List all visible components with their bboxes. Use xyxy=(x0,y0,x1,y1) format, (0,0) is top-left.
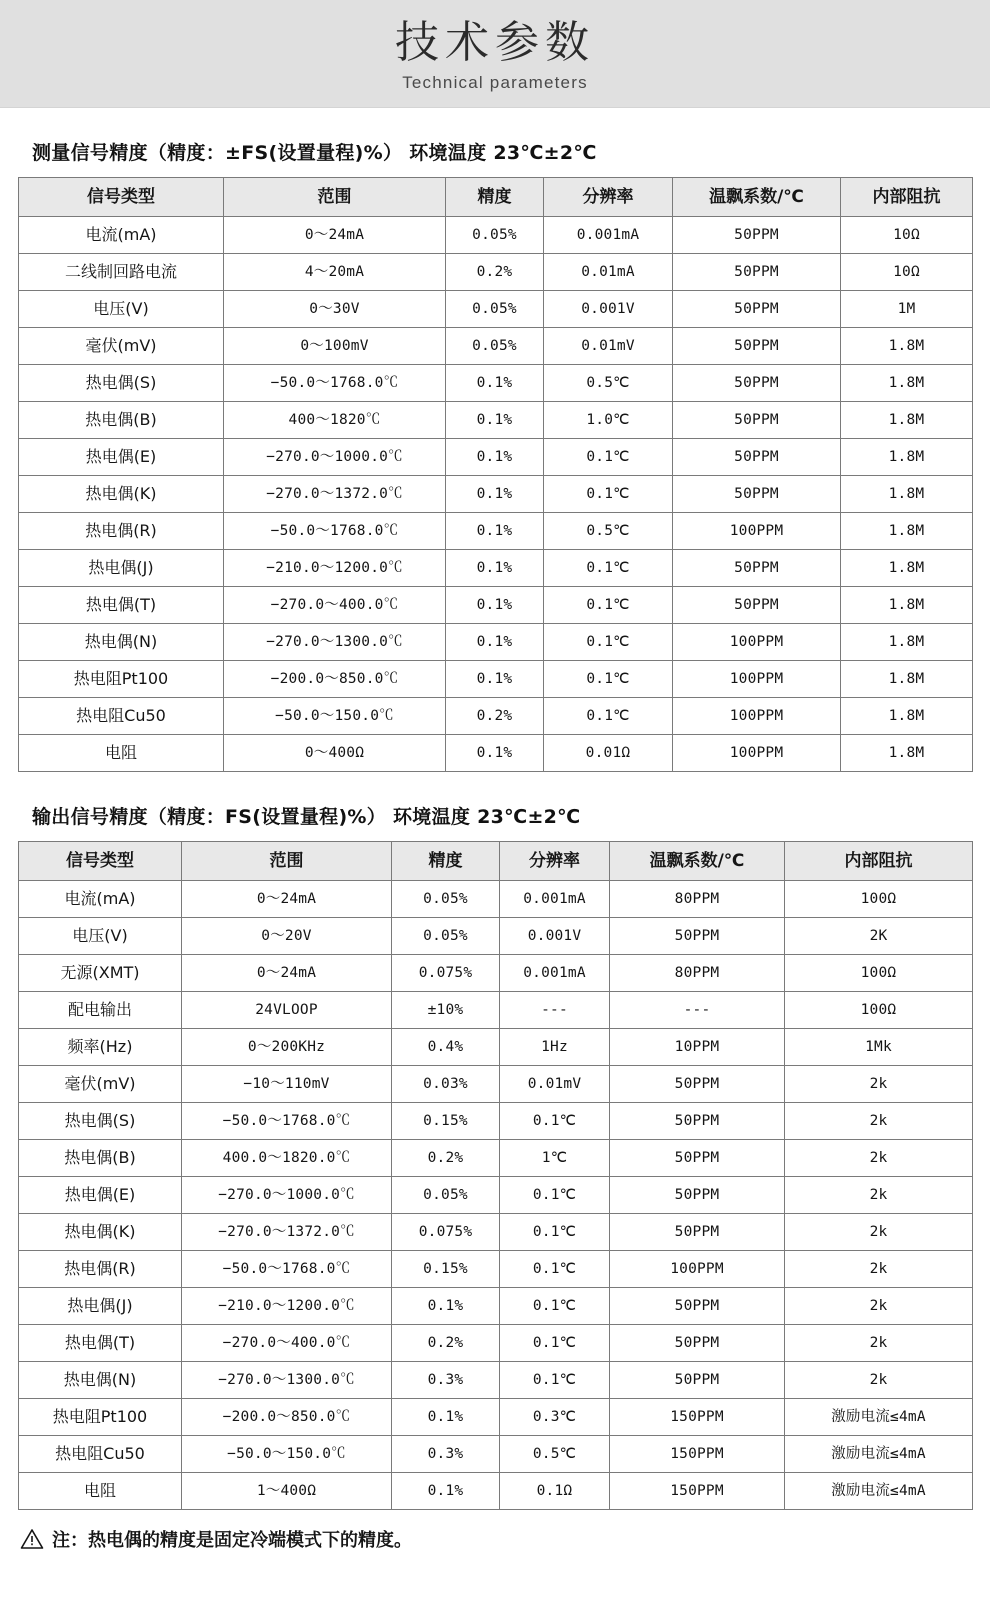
cell-value: 24VLOOP xyxy=(182,991,392,1028)
cell-value: 1.8M xyxy=(841,327,973,364)
column-header-resolution: 分辨率 xyxy=(544,177,673,216)
cell-value: −50.0～1768.0℃ xyxy=(182,1250,392,1287)
cell-signal-type: 热电阻Pt100 xyxy=(19,660,224,697)
cell-value: 50PPM xyxy=(610,1176,785,1213)
cell-value: 0.01mV xyxy=(500,1065,610,1102)
output-accuracy-table xyxy=(18,841,973,1510)
cell-value: 1.8M xyxy=(841,623,973,660)
cell-signal-type: 电流(mA) xyxy=(19,216,224,253)
cell-value: 0.1℃ xyxy=(500,1361,610,1398)
cell-value: 50PPM xyxy=(673,438,841,475)
cell-value: −10～110mV xyxy=(182,1065,392,1102)
cell-value: 80PPM xyxy=(610,954,785,991)
cell-value: 10PPM xyxy=(610,1028,785,1065)
table-row xyxy=(19,1472,973,1509)
cell-value: 2K xyxy=(785,917,973,954)
cell-value: 0.3℃ xyxy=(500,1398,610,1435)
cell-value: 0.2% xyxy=(446,253,544,290)
table-header-row xyxy=(19,177,973,216)
cell-value: 0.05% xyxy=(446,327,544,364)
cell-value: 100Ω xyxy=(785,991,973,1028)
cell-value: 0～400Ω xyxy=(224,734,446,771)
cell-signal-type: 热电偶(J) xyxy=(19,549,224,586)
cell-value: 4～20mA xyxy=(224,253,446,290)
cell-value: 10Ω xyxy=(841,253,973,290)
column-header-accuracy: 精度 xyxy=(392,841,500,880)
cell-value: 0～30V xyxy=(224,290,446,327)
cell-value: 2k xyxy=(785,1324,973,1361)
cell-value: −270.0～1300.0℃ xyxy=(224,623,446,660)
cell-value: --- xyxy=(610,991,785,1028)
cell-value: −270.0～1000.0℃ xyxy=(182,1176,392,1213)
cell-value: 2k xyxy=(785,1065,973,1102)
table-row xyxy=(19,954,973,991)
column-header-impedance: 内部阻抗 xyxy=(785,841,973,880)
footer-note xyxy=(20,1526,990,1552)
table-row xyxy=(19,290,973,327)
table-row xyxy=(19,697,973,734)
cell-value: 50PPM xyxy=(673,475,841,512)
cell-value: 0.03% xyxy=(392,1065,500,1102)
cell-value: 0.2% xyxy=(446,697,544,734)
cell-value: 1.8M xyxy=(841,475,973,512)
table-row xyxy=(19,401,973,438)
cell-signal-type: 电压(V) xyxy=(19,290,224,327)
cell-value: 1.8M xyxy=(841,401,973,438)
cell-value: 0.5℃ xyxy=(500,1435,610,1472)
cell-value: 50PPM xyxy=(673,290,841,327)
cell-value: 0.1℃ xyxy=(544,549,673,586)
cell-value: 0～24mA xyxy=(182,954,392,991)
cell-value: 100Ω xyxy=(785,880,973,917)
cell-value: 400～1820℃ xyxy=(224,401,446,438)
cell-value: 50PPM xyxy=(673,586,841,623)
cell-value: 1Hz xyxy=(500,1028,610,1065)
cell-value: 100PPM xyxy=(673,512,841,549)
cell-value: 0.1% xyxy=(446,401,544,438)
cell-signal-type: 二线制回路电流 xyxy=(19,253,224,290)
cell-value: 0.5℃ xyxy=(544,364,673,401)
cell-value: −50.0～150.0℃ xyxy=(224,697,446,734)
cell-signal-type: 配电输出 xyxy=(19,991,182,1028)
table-row xyxy=(19,1250,973,1287)
measurement-table-body xyxy=(19,216,973,771)
cell-value: 150PPM xyxy=(610,1435,785,1472)
table-row xyxy=(19,991,973,1028)
table-row xyxy=(19,512,973,549)
cell-value: 400.0～1820.0℃ xyxy=(182,1139,392,1176)
page-banner xyxy=(0,0,990,108)
cell-value: 1.8M xyxy=(841,549,973,586)
cell-value: 0.1% xyxy=(392,1472,500,1509)
cell-value: −210.0～1200.0℃ xyxy=(224,549,446,586)
cell-signal-type: 热电偶(J) xyxy=(19,1287,182,1324)
table-row xyxy=(19,880,973,917)
cell-signal-type: 热电偶(E) xyxy=(19,438,224,475)
cell-signal-type: 电阻 xyxy=(19,734,224,771)
cell-value: 0.1℃ xyxy=(544,660,673,697)
cell-value: 0.01mA xyxy=(544,253,673,290)
table-row xyxy=(19,364,973,401)
cell-value: −210.0～1200.0℃ xyxy=(182,1287,392,1324)
table-row xyxy=(19,586,973,623)
cell-value: 50PPM xyxy=(610,1361,785,1398)
cell-value: 100PPM xyxy=(673,697,841,734)
cell-value: 0.1℃ xyxy=(544,586,673,623)
cell-value: 0.01mV xyxy=(544,327,673,364)
cell-value: 0.1% xyxy=(392,1398,500,1435)
cell-value: 80PPM xyxy=(610,880,785,917)
table-row xyxy=(19,1287,973,1324)
cell-value: 0.1% xyxy=(392,1287,500,1324)
cell-value: 0.1℃ xyxy=(544,475,673,512)
cell-value: 100PPM xyxy=(673,623,841,660)
cell-value: 50PPM xyxy=(610,1287,785,1324)
table-row xyxy=(19,1028,973,1065)
column-header-range: 范围 xyxy=(182,841,392,880)
measurement-heading: 测量信号精度（精度：±FS(设置量程)%） 环境温度 23℃±2℃ xyxy=(32,141,597,164)
table-row xyxy=(19,1065,973,1102)
measurement-accuracy-table xyxy=(18,177,973,772)
cell-signal-type: 热电偶(T) xyxy=(19,586,224,623)
cell-value: 0.05% xyxy=(392,1176,500,1213)
table-row xyxy=(19,475,973,512)
cell-value: 0.001mA xyxy=(500,954,610,991)
column-header-signal-type: 信号类型 xyxy=(19,177,224,216)
cell-signal-type: 热电偶(B) xyxy=(19,401,224,438)
cell-value: 2k xyxy=(785,1361,973,1398)
cell-value: 2k xyxy=(785,1176,973,1213)
cell-signal-type: 热电偶(R) xyxy=(19,512,224,549)
table-row xyxy=(19,734,973,771)
cell-value: 0.1℃ xyxy=(544,623,673,660)
cell-value: 2k xyxy=(785,1250,973,1287)
cell-value: 50PPM xyxy=(610,1324,785,1361)
cell-value: −270.0～1372.0℃ xyxy=(224,475,446,512)
cell-value: 1.0℃ xyxy=(544,401,673,438)
cell-value: 1.8M xyxy=(841,697,973,734)
cell-value: −200.0～850.0℃ xyxy=(224,660,446,697)
column-header-accuracy: 精度 xyxy=(446,177,544,216)
cell-value: 0.01Ω xyxy=(544,734,673,771)
cell-value: 0.05% xyxy=(446,216,544,253)
cell-value: 0.1℃ xyxy=(544,438,673,475)
cell-signal-type: 热电阻Cu50 xyxy=(19,697,224,734)
cell-value: 50PPM xyxy=(610,1139,785,1176)
cell-value: 0.3% xyxy=(392,1435,500,1472)
cell-value: 2k xyxy=(785,1139,973,1176)
cell-value: 50PPM xyxy=(610,1213,785,1250)
cell-value: 0～200KHz xyxy=(182,1028,392,1065)
cell-value: 0.1% xyxy=(446,660,544,697)
cell-value: 0～24mA xyxy=(182,880,392,917)
cell-value: --- xyxy=(500,991,610,1028)
output-section xyxy=(0,802,990,1510)
column-header-range: 范围 xyxy=(224,177,446,216)
cell-value: 0.05% xyxy=(446,290,544,327)
cell-signal-type: 热电偶(K) xyxy=(19,475,224,512)
cell-value: 100PPM xyxy=(673,660,841,697)
cell-signal-type: 热电偶(S) xyxy=(19,364,224,401)
cell-value: 0.1℃ xyxy=(544,697,673,734)
cell-signal-type: 热电偶(K) xyxy=(19,1213,182,1250)
cell-signal-type: 热电偶(R) xyxy=(19,1250,182,1287)
cell-value: 50PPM xyxy=(610,917,785,954)
cell-signal-type: 电压(V) xyxy=(19,917,182,954)
cell-value: 0.001mA xyxy=(500,880,610,917)
footer-note-text: 注：热电偶的精度是固定冷端模式下的精度。 xyxy=(52,1529,412,1551)
cell-value: 50PPM xyxy=(673,401,841,438)
cell-value: ±10% xyxy=(392,991,500,1028)
table-row xyxy=(19,253,973,290)
table-row xyxy=(19,438,973,475)
cell-value: 0.1% xyxy=(446,623,544,660)
cell-signal-type: 热电偶(E) xyxy=(19,1176,182,1213)
cell-value: 50PPM xyxy=(673,549,841,586)
cell-value: 0.05% xyxy=(392,917,500,954)
cell-signal-type: 热电偶(N) xyxy=(19,1361,182,1398)
cell-value: 0.1℃ xyxy=(500,1213,610,1250)
cell-value: 100Ω xyxy=(785,954,973,991)
cell-value: 0.05% xyxy=(392,880,500,917)
table-row xyxy=(19,216,973,253)
table-row xyxy=(19,917,973,954)
cell-value: 50PPM xyxy=(673,364,841,401)
cell-value: −50.0～1768.0℃ xyxy=(224,364,446,401)
column-header-resolution: 分辨率 xyxy=(500,841,610,880)
warning-triangle-icon xyxy=(20,1528,44,1550)
cell-value: 0.075% xyxy=(392,954,500,991)
cell-value: 0.1℃ xyxy=(500,1287,610,1324)
cell-signal-type: 无源(XMT) xyxy=(19,954,182,991)
cell-value: 0.1% xyxy=(446,734,544,771)
cell-value: 100PPM xyxy=(610,1250,785,1287)
cell-value: −270.0～400.0℃ xyxy=(224,586,446,623)
cell-value: 0.075% xyxy=(392,1213,500,1250)
table-row xyxy=(19,1435,973,1472)
cell-signal-type: 热电偶(N) xyxy=(19,623,224,660)
table-row xyxy=(19,1361,973,1398)
cell-value: 0.15% xyxy=(392,1102,500,1139)
cell-value: 0.1% xyxy=(446,586,544,623)
cell-value: 1.8M xyxy=(841,364,973,401)
cell-value: 0.001mA xyxy=(544,216,673,253)
cell-value: 0.1Ω xyxy=(500,1472,610,1509)
cell-value: 0.1% xyxy=(446,549,544,586)
cell-value: −50.0～1768.0℃ xyxy=(224,512,446,549)
measurement-section xyxy=(0,138,990,772)
output-heading: 输出信号精度（精度：FS(设置量程)%） 环境温度 23℃±2℃ xyxy=(32,805,581,828)
table-row xyxy=(19,1139,973,1176)
cell-value: 0.1℃ xyxy=(500,1324,610,1361)
cell-value: 1.8M xyxy=(841,586,973,623)
cell-value: 100PPM xyxy=(673,734,841,771)
cell-value: −50.0～1768.0℃ xyxy=(182,1102,392,1139)
column-header-signal-type: 信号类型 xyxy=(19,841,182,880)
cell-value: 0.3% xyxy=(392,1361,500,1398)
cell-value: 50PPM xyxy=(673,253,841,290)
cell-value: −200.0～850.0℃ xyxy=(182,1398,392,1435)
output-table-body xyxy=(19,880,973,1509)
cell-value: 0.1% xyxy=(446,475,544,512)
cell-value: 10Ω xyxy=(841,216,973,253)
cell-value: 50PPM xyxy=(673,216,841,253)
cell-signal-type: 热电阻Pt100 xyxy=(19,1398,182,1435)
cell-value: 0～100mV xyxy=(224,327,446,364)
cell-value: 50PPM xyxy=(673,327,841,364)
cell-value: −270.0～400.0℃ xyxy=(182,1324,392,1361)
table-row xyxy=(19,1213,973,1250)
cell-signal-type: 热电偶(T) xyxy=(19,1324,182,1361)
cell-value: 0.1% xyxy=(446,438,544,475)
cell-value: 2k xyxy=(785,1287,973,1324)
cell-value: 1.8M xyxy=(841,438,973,475)
cell-value: 激励电流≤4mA xyxy=(785,1435,973,1472)
cell-signal-type: 毫伏(mV) xyxy=(19,1065,182,1102)
column-header-temp-drift: 温飘系数/℃ xyxy=(610,841,785,880)
cell-value: 1～400Ω xyxy=(182,1472,392,1509)
cell-value: 2k xyxy=(785,1102,973,1139)
cell-signal-type: 热电阻Cu50 xyxy=(19,1435,182,1472)
table-row xyxy=(19,660,973,697)
column-header-impedance: 内部阻抗 xyxy=(841,177,973,216)
table-row xyxy=(19,1324,973,1361)
cell-signal-type: 频率(Hz) xyxy=(19,1028,182,1065)
cell-value: 0.15% xyxy=(392,1250,500,1287)
cell-value: 0.1℃ xyxy=(500,1102,610,1139)
page-title: 技术参数 xyxy=(395,17,595,68)
cell-value: 0.1% xyxy=(446,364,544,401)
cell-value: 50PPM xyxy=(610,1102,785,1139)
cell-value: 1℃ xyxy=(500,1139,610,1176)
cell-signal-type: 毫伏(mV) xyxy=(19,327,224,364)
cell-value: 0.2% xyxy=(392,1324,500,1361)
cell-value: 0.001V xyxy=(544,290,673,327)
cell-value: 0.4% xyxy=(392,1028,500,1065)
page-subtitle: Technical parameters xyxy=(402,72,588,92)
cell-value: 0.1℃ xyxy=(500,1176,610,1213)
cell-value: 0.1% xyxy=(446,512,544,549)
table-row xyxy=(19,1102,973,1139)
table-row xyxy=(19,1176,973,1213)
cell-value: −270.0～1300.0℃ xyxy=(182,1361,392,1398)
cell-value: −270.0～1372.0℃ xyxy=(182,1213,392,1250)
cell-value: 0.2% xyxy=(392,1139,500,1176)
cell-value: 150PPM xyxy=(610,1398,785,1435)
cell-value: 2k xyxy=(785,1213,973,1250)
cell-value: 150PPM xyxy=(610,1472,785,1509)
cell-value: 激励电流≤4mA xyxy=(785,1398,973,1435)
cell-value: 1.8M xyxy=(841,512,973,549)
cell-signal-type: 热电偶(B) xyxy=(19,1139,182,1176)
cell-value: 0～20V xyxy=(182,917,392,954)
cell-value: 0.1℃ xyxy=(500,1250,610,1287)
cell-value: 0～24mA xyxy=(224,216,446,253)
cell-value: −50.0～150.0℃ xyxy=(182,1435,392,1472)
cell-value: 1M xyxy=(841,290,973,327)
cell-value: 1.8M xyxy=(841,734,973,771)
table-header-row xyxy=(19,841,973,880)
cell-value: 激励电流≤4mA xyxy=(785,1472,973,1509)
table-row xyxy=(19,327,973,364)
cell-signal-type: 电阻 xyxy=(19,1472,182,1509)
cell-value: 0.001V xyxy=(500,917,610,954)
cell-signal-type: 电流(mA) xyxy=(19,880,182,917)
table-row xyxy=(19,1398,973,1435)
cell-signal-type: 热电偶(S) xyxy=(19,1102,182,1139)
column-header-temp-drift: 温飘系数/℃ xyxy=(673,177,841,216)
cell-value: 50PPM xyxy=(610,1065,785,1102)
cell-value: 0.5℃ xyxy=(544,512,673,549)
table-row xyxy=(19,549,973,586)
table-row xyxy=(19,623,973,660)
cell-value: 1.8M xyxy=(841,660,973,697)
cell-value: −270.0～1000.0℃ xyxy=(224,438,446,475)
cell-value: 1Mk xyxy=(785,1028,973,1065)
